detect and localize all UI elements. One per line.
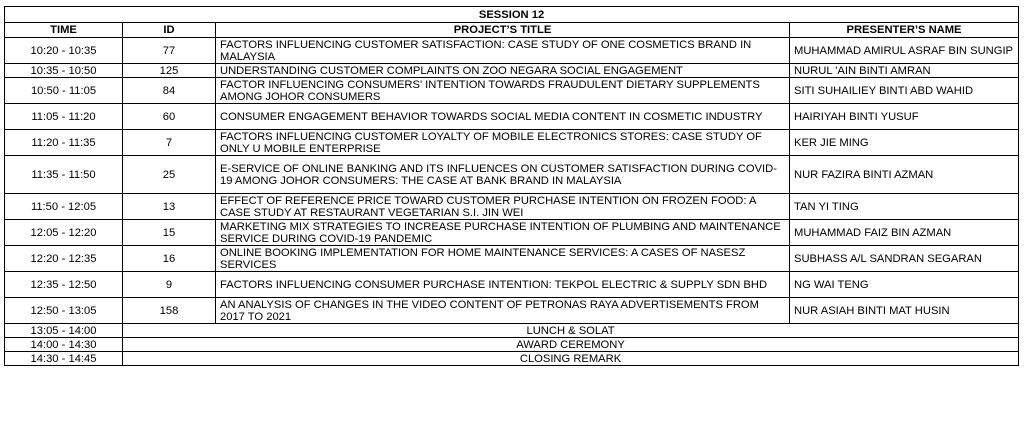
event-time: 14:00 - 14:30 xyxy=(5,338,123,352)
row-time: 11:05 - 11:20 xyxy=(5,104,123,130)
row-id: 15 xyxy=(123,220,216,246)
header-title: PROJECT’S TITLE xyxy=(216,23,790,38)
row-time: 11:20 - 11:35 xyxy=(5,130,123,156)
table-row xyxy=(5,194,1019,220)
row-time: 10:20 - 10:35 xyxy=(5,38,123,64)
table-row xyxy=(5,246,1019,272)
row-presenter: NUR FAZIRA BINTI AZMAN xyxy=(790,156,1019,194)
row-presenter: MUHAMMAD AMIRUL ASRAF BIN SUNGIP xyxy=(790,38,1019,64)
row-id: 7 xyxy=(123,130,216,156)
row-id: 158 xyxy=(123,298,216,324)
row-title: ONLINE BOOKING IMPLEMENTATION FOR HOME MAINTENANCE SERVICES: A CASES OF NASESZ SERVICES xyxy=(216,246,790,272)
table-row xyxy=(5,38,1019,64)
row-presenter: MUHAMMAD FAIZ BIN AZMAN xyxy=(790,220,1019,246)
header-time: TIME xyxy=(5,23,123,38)
table-row xyxy=(5,272,1019,298)
row-title: CONSUMER ENGAGEMENT BEHAVIOR TOWARDS SOCIAL MEDIA CONTENT IN COSMETIC INDUSTRY xyxy=(216,104,790,130)
event-time: 14:30 - 14:45 xyxy=(5,352,123,366)
row-presenter: HAIRIYAH BINTI YUSUF xyxy=(790,104,1019,130)
table-row xyxy=(5,64,1019,78)
session-schedule-table xyxy=(4,6,1019,366)
table-row xyxy=(5,298,1019,324)
row-presenter: SUBHASS A/L SANDRAN SEGARAN xyxy=(790,246,1019,272)
row-id: 16 xyxy=(123,246,216,272)
row-title: MARKETING MIX STRATEGIES TO INCREASE PURCHASE INTENTION OF PLUMBING AND MAINTENANCE SERVICE DURING COVID-19 PANDEMIC xyxy=(216,220,790,246)
row-title: FACTOR INFLUENCING CONSUMERS' INTENTION TOWARDS FRAUDULENT DIETARY SUPPLEMENTS AMONG JOHOR CONSUMERS xyxy=(216,78,790,104)
event-label: CLOSING REMARK xyxy=(123,352,1019,366)
row-title: AN ANALYSIS OF CHANGES IN THE VIDEO CONTENT OF PETRONAS RAYA ADVERTISEMENTS FROM 2017 TO 2021 xyxy=(216,298,790,324)
row-id: 60 xyxy=(123,104,216,130)
row-id: 84 xyxy=(123,78,216,104)
row-time: 11:35 - 11:50 xyxy=(5,156,123,194)
event-row xyxy=(5,352,1019,366)
event-row xyxy=(5,324,1019,338)
event-label: LUNCH & SOLAT xyxy=(123,324,1019,338)
row-id: 9 xyxy=(123,272,216,298)
event-row xyxy=(5,338,1019,352)
row-presenter: TAN YI TING xyxy=(790,194,1019,220)
row-title: EFFECT OF REFERENCE PRICE TOWARD CUSTOMER PURCHASE INTENTION ON FROZEN FOOD: A CASE STUDY AT RESTAURANT VEGETARIAN S.I. JIN WEI xyxy=(216,194,790,220)
row-id: 125 xyxy=(123,64,216,78)
row-presenter: NURUL 'AIN BINTI AMRAN xyxy=(790,64,1019,78)
header-presenter: PRESENTER’S NAME xyxy=(790,23,1019,38)
table-row xyxy=(5,156,1019,194)
row-id: 77 xyxy=(123,38,216,64)
row-title: UNDERSTANDING CUSTOMER COMPLAINTS ON ZOO NEGARA SOCIAL ENGAGEMENT xyxy=(216,64,790,78)
row-title: FACTORS INFLUENCING CONSUMER PURCHASE INTENTION: TEKPOL ELECTRIC & SUPPLY SDN BHD xyxy=(216,272,790,298)
row-presenter: SITI SUHAILIEY BINTI ABD WAHID xyxy=(790,78,1019,104)
row-title: FACTORS INFLUENCING CUSTOMER SATISFACTION: CASE STUDY OF ONE COSMETICS BRAND IN MALAYSIA xyxy=(216,38,790,64)
table-row xyxy=(5,130,1019,156)
row-time: 10:50 - 11:05 xyxy=(5,78,123,104)
row-id: 13 xyxy=(123,194,216,220)
table-row xyxy=(5,78,1019,104)
row-id: 25 xyxy=(123,156,216,194)
row-time: 10:35 - 10:50 xyxy=(5,64,123,78)
header-id: ID xyxy=(123,23,216,38)
row-presenter: NUR ASIAH BINTI MAT HUSIN xyxy=(790,298,1019,324)
event-time: 13:05 - 14:00 xyxy=(5,324,123,338)
row-time: 12:05 - 12:20 xyxy=(5,220,123,246)
table-row xyxy=(5,220,1019,246)
row-presenter: NG WAI TENG xyxy=(790,272,1019,298)
session-title: SESSION 12 xyxy=(5,7,1019,23)
row-title: E-SERVICE OF ONLINE BANKING AND ITS INFLUENCES ON CUSTOMER SATISFACTION DURING COVID-19 AMONG JOHOR CONSUMERS: THE CASE AT BANK BRAND IN MALAYSIA xyxy=(216,156,790,194)
schedule-container xyxy=(4,6,1019,366)
table-row xyxy=(5,104,1019,130)
row-time: 12:50 - 13:05 xyxy=(5,298,123,324)
row-presenter: KER JIE MING xyxy=(790,130,1019,156)
event-label: AWARD CEREMONY xyxy=(123,338,1019,352)
row-time: 12:35 - 12:50 xyxy=(5,272,123,298)
row-title: FACTORS INFLUENCING CUSTOMER LOYALTY OF MOBILE ELECTRONICS STORES: CASE STUDY OF ONLY U MOBILE ENTERPRISE xyxy=(216,130,790,156)
row-time: 11:50 - 12:05 xyxy=(5,194,123,220)
row-time: 12:20 - 12:35 xyxy=(5,246,123,272)
